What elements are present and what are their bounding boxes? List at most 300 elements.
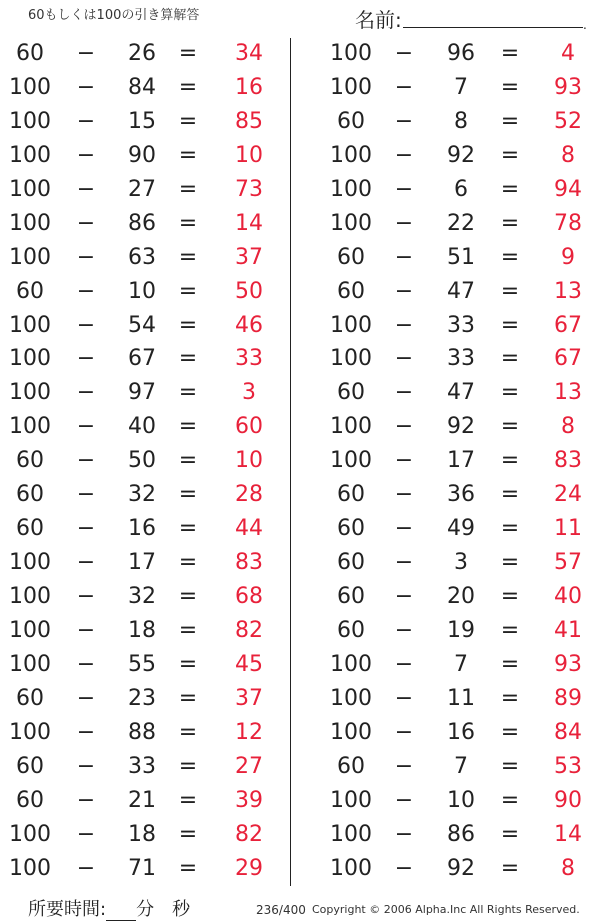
time-label: 所要時間: bbox=[28, 899, 107, 920]
equals-sign: = bbox=[178, 278, 198, 304]
equals-sign: = bbox=[178, 550, 198, 576]
name-field-area bbox=[355, 4, 595, 30]
subtrahend: 7 bbox=[454, 753, 468, 779]
minus-sign: − bbox=[76, 617, 96, 643]
problem-row bbox=[320, 546, 600, 580]
subtrahend: 15 bbox=[128, 108, 156, 134]
minus-sign: − bbox=[76, 719, 96, 745]
minus-sign: − bbox=[394, 142, 414, 168]
equals-sign: = bbox=[178, 617, 198, 643]
answer: 33 bbox=[235, 346, 263, 372]
subtrahend: 36 bbox=[447, 482, 475, 508]
subtrahend: 90 bbox=[128, 142, 156, 168]
subtrahend: 6 bbox=[454, 176, 468, 202]
problem-row bbox=[0, 716, 290, 750]
minus-sign: − bbox=[76, 550, 96, 576]
equals-sign: = bbox=[178, 312, 198, 338]
minutes-blank bbox=[106, 902, 136, 921]
problem-row bbox=[0, 37, 290, 71]
minus-sign: − bbox=[76, 516, 96, 542]
equals-sign: = bbox=[500, 787, 520, 813]
minus-sign: − bbox=[76, 210, 96, 236]
equals-sign: = bbox=[500, 380, 520, 406]
minus-sign: − bbox=[394, 244, 414, 270]
subtrahend: 7 bbox=[454, 651, 468, 677]
answer: 39 bbox=[235, 787, 263, 813]
subtrahend: 47 bbox=[447, 380, 475, 406]
minus-sign: − bbox=[76, 108, 96, 134]
problem-row bbox=[320, 139, 600, 173]
minus-sign: − bbox=[76, 176, 96, 202]
subtrahend: 33 bbox=[447, 312, 475, 338]
subtrahend: 49 bbox=[447, 516, 475, 542]
equals-sign: = bbox=[178, 244, 198, 270]
minus-sign: − bbox=[76, 584, 96, 609]
answer: 82 bbox=[235, 617, 263, 643]
problem-row bbox=[320, 478, 600, 512]
subtrahend: 92 bbox=[447, 855, 475, 881]
answer: 34 bbox=[235, 41, 263, 66]
minuend: 100 bbox=[330, 685, 372, 711]
minus-sign: − bbox=[76, 787, 96, 813]
problem-row bbox=[320, 716, 600, 750]
equals-sign: = bbox=[500, 142, 520, 168]
answer: 85 bbox=[235, 108, 263, 134]
answer: 4 bbox=[561, 41, 575, 66]
answer: 67 bbox=[554, 312, 582, 338]
problem-row bbox=[320, 648, 600, 682]
subtrahend: 11 bbox=[447, 685, 475, 711]
answer: 83 bbox=[554, 448, 582, 474]
page-number: 236/400 bbox=[256, 903, 306, 917]
subtrahend: 17 bbox=[447, 448, 475, 474]
minuend: 60 bbox=[337, 244, 365, 270]
seconds-label: 秒 bbox=[172, 899, 191, 920]
equals-sign: = bbox=[178, 651, 198, 677]
minuend: 100 bbox=[330, 41, 372, 66]
problem-row bbox=[320, 207, 600, 241]
problem-row bbox=[320, 241, 600, 275]
equals-sign: = bbox=[178, 584, 198, 609]
equals-sign: = bbox=[178, 821, 198, 847]
equals-sign: = bbox=[500, 651, 520, 677]
subtrahend: 10 bbox=[128, 278, 156, 304]
subtrahend: 50 bbox=[128, 448, 156, 474]
problem-row bbox=[320, 275, 600, 309]
answer: 8 bbox=[561, 414, 575, 440]
subtrahend: 19 bbox=[447, 617, 475, 643]
answer: 41 bbox=[554, 617, 582, 643]
minus-sign: − bbox=[394, 685, 414, 711]
equals-sign: = bbox=[178, 685, 198, 711]
problem-row bbox=[0, 376, 290, 410]
problem-row bbox=[320, 342, 600, 376]
minuend: 100 bbox=[9, 210, 51, 236]
minuend: 60 bbox=[337, 516, 365, 542]
answer: 67 bbox=[554, 346, 582, 372]
subtrahend: 32 bbox=[128, 482, 156, 508]
problem-row bbox=[0, 410, 290, 444]
answer: 78 bbox=[554, 210, 582, 236]
answer: 93 bbox=[554, 74, 582, 100]
problem-row bbox=[320, 852, 600, 886]
equals-sign: = bbox=[178, 176, 198, 202]
minus-sign: − bbox=[76, 244, 96, 270]
minuend: 100 bbox=[330, 719, 372, 745]
minus-sign: − bbox=[394, 41, 414, 66]
equals-sign: = bbox=[500, 584, 520, 609]
minus-sign: − bbox=[394, 584, 414, 609]
subtrahend: 23 bbox=[128, 685, 156, 711]
subtrahend: 10 bbox=[447, 787, 475, 813]
answer: 44 bbox=[235, 516, 263, 542]
minuend: 100 bbox=[9, 346, 51, 372]
problem-row bbox=[0, 241, 290, 275]
subtrahend: 22 bbox=[447, 210, 475, 236]
subtrahend: 63 bbox=[128, 244, 156, 270]
equals-sign: = bbox=[500, 244, 520, 270]
minuend: 60 bbox=[337, 278, 365, 304]
minutes-label: 分 bbox=[136, 899, 155, 920]
equals-sign: = bbox=[500, 74, 520, 100]
subtrahend: 92 bbox=[447, 414, 475, 440]
equals-sign: = bbox=[178, 516, 198, 542]
equals-sign: = bbox=[178, 210, 198, 236]
minus-sign: − bbox=[76, 753, 96, 779]
minus-sign: − bbox=[76, 41, 96, 66]
minus-sign: − bbox=[394, 550, 414, 576]
problem-row bbox=[0, 546, 290, 580]
problem-row bbox=[0, 852, 290, 886]
equals-sign: = bbox=[178, 142, 198, 168]
equals-sign: = bbox=[178, 719, 198, 745]
minuend: 60 bbox=[16, 516, 44, 542]
equals-sign: = bbox=[500, 448, 520, 474]
minuend: 60 bbox=[16, 753, 44, 779]
minus-sign: − bbox=[394, 651, 414, 677]
minuend: 100 bbox=[9, 380, 51, 406]
problem-row bbox=[0, 682, 290, 716]
equals-sign: = bbox=[500, 617, 520, 643]
time-taken bbox=[28, 895, 190, 921]
minus-sign: − bbox=[394, 719, 414, 745]
problem-row bbox=[320, 614, 600, 648]
equals-sign: = bbox=[178, 448, 198, 474]
answer: 83 bbox=[235, 550, 263, 576]
equals-sign: = bbox=[500, 414, 520, 440]
answer: 50 bbox=[235, 278, 263, 304]
answer: 10 bbox=[235, 448, 263, 474]
subtrahend: 27 bbox=[128, 176, 156, 202]
minus-sign: − bbox=[394, 753, 414, 779]
minus-sign: − bbox=[394, 787, 414, 813]
minuend: 100 bbox=[330, 210, 372, 236]
equals-sign: = bbox=[500, 108, 520, 134]
equals-sign: = bbox=[500, 41, 520, 66]
minus-sign: − bbox=[394, 380, 414, 406]
minus-sign: − bbox=[76, 74, 96, 100]
problem-row bbox=[0, 580, 290, 614]
equals-sign: = bbox=[178, 855, 198, 881]
subtrahend: 26 bbox=[128, 41, 156, 66]
minuend: 60 bbox=[337, 753, 365, 779]
problem-row bbox=[0, 105, 290, 139]
minus-sign: − bbox=[394, 855, 414, 881]
answer: 68 bbox=[235, 584, 263, 609]
equals-sign: = bbox=[178, 41, 198, 66]
answer: 93 bbox=[554, 651, 582, 677]
minus-sign: − bbox=[394, 346, 414, 372]
equals-sign: = bbox=[500, 210, 520, 236]
equals-sign: = bbox=[178, 108, 198, 134]
minuend: 60 bbox=[337, 108, 365, 134]
problem-row bbox=[320, 37, 600, 71]
subtrahend: 54 bbox=[128, 312, 156, 338]
subtrahend: 32 bbox=[128, 584, 156, 609]
equals-sign: = bbox=[500, 550, 520, 576]
problem-row bbox=[0, 784, 290, 818]
minus-sign: − bbox=[394, 516, 414, 542]
equals-sign: = bbox=[500, 685, 520, 711]
equals-sign: = bbox=[178, 414, 198, 440]
left-problem-column bbox=[0, 37, 290, 885]
minuend: 100 bbox=[9, 414, 51, 440]
answer: 73 bbox=[235, 176, 263, 202]
answer: 37 bbox=[235, 244, 263, 270]
subtrahend: 40 bbox=[128, 414, 156, 440]
answer: 16 bbox=[235, 74, 263, 100]
minus-sign: − bbox=[394, 312, 414, 338]
subtrahend: 21 bbox=[128, 787, 156, 813]
minuend: 100 bbox=[9, 719, 51, 745]
answer: 14 bbox=[235, 210, 263, 236]
problem-row bbox=[320, 173, 600, 207]
minus-sign: − bbox=[394, 482, 414, 508]
minus-sign: − bbox=[394, 414, 414, 440]
minus-sign: − bbox=[76, 651, 96, 677]
problem-row bbox=[320, 512, 600, 546]
subtrahend: 18 bbox=[128, 821, 156, 847]
minuend: 100 bbox=[9, 74, 51, 100]
subtrahend: 16 bbox=[128, 516, 156, 542]
equals-sign: = bbox=[500, 855, 520, 881]
subtrahend: 18 bbox=[128, 617, 156, 643]
equals-sign: = bbox=[500, 719, 520, 745]
problem-row bbox=[0, 275, 290, 309]
minus-sign: − bbox=[394, 448, 414, 474]
minuend: 100 bbox=[330, 448, 372, 474]
answer: 90 bbox=[554, 787, 582, 813]
equals-sign: = bbox=[178, 787, 198, 813]
equals-sign: = bbox=[500, 346, 520, 372]
subtrahend: 86 bbox=[128, 210, 156, 236]
name-underline bbox=[403, 27, 583, 28]
answer: 14 bbox=[554, 821, 582, 847]
equals-sign: = bbox=[178, 74, 198, 100]
answer: 24 bbox=[554, 482, 582, 508]
minus-sign: − bbox=[394, 210, 414, 236]
subtrahend: 51 bbox=[447, 244, 475, 270]
worksheet-title: 60もしくは100の引き算解答 bbox=[28, 8, 200, 23]
problem-row bbox=[320, 410, 600, 444]
minus-sign: − bbox=[76, 821, 96, 847]
problem-row bbox=[0, 818, 290, 852]
minuend: 60 bbox=[337, 584, 365, 609]
equals-sign: = bbox=[500, 278, 520, 304]
answer: 57 bbox=[554, 550, 582, 576]
problem-row bbox=[320, 580, 600, 614]
answer: 8 bbox=[561, 855, 575, 881]
subtrahend: 71 bbox=[128, 855, 156, 881]
problem-row bbox=[0, 512, 290, 546]
answer: 40 bbox=[554, 584, 582, 609]
equals-sign: = bbox=[178, 753, 198, 779]
subtrahend: 20 bbox=[447, 584, 475, 609]
answer: 9 bbox=[561, 244, 575, 270]
answer: 29 bbox=[235, 855, 263, 881]
problem-row bbox=[0, 478, 290, 512]
answer: 89 bbox=[554, 685, 582, 711]
right-problem-column bbox=[320, 37, 600, 885]
problem-row bbox=[0, 444, 290, 478]
subtrahend: 96 bbox=[447, 41, 475, 66]
minuend: 100 bbox=[9, 855, 51, 881]
problem-row bbox=[320, 784, 600, 818]
equals-sign: = bbox=[500, 176, 520, 202]
answer: 13 bbox=[554, 278, 582, 304]
answer: 28 bbox=[235, 482, 263, 508]
subtrahend: 92 bbox=[447, 142, 475, 168]
equals-sign: = bbox=[178, 346, 198, 372]
minuend: 60 bbox=[16, 685, 44, 711]
subtrahend: 33 bbox=[128, 753, 156, 779]
answer: 8 bbox=[561, 142, 575, 168]
minuend: 60 bbox=[16, 41, 44, 66]
minuend: 100 bbox=[330, 414, 372, 440]
problem-row bbox=[320, 309, 600, 343]
minus-sign: − bbox=[76, 278, 96, 304]
answer: 45 bbox=[235, 651, 263, 677]
equals-sign: = bbox=[500, 516, 520, 542]
answer: 84 bbox=[554, 719, 582, 745]
minus-sign: − bbox=[76, 855, 96, 881]
minuend: 100 bbox=[9, 550, 51, 576]
minus-sign: − bbox=[76, 312, 96, 338]
problem-row bbox=[0, 207, 290, 241]
minuend: 60 bbox=[16, 787, 44, 813]
answer: 3 bbox=[242, 380, 256, 406]
minuend: 100 bbox=[330, 74, 372, 100]
answer: 37 bbox=[235, 685, 263, 711]
minus-sign: − bbox=[76, 380, 96, 406]
subtrahend: 16 bbox=[447, 719, 475, 745]
minuend: 60 bbox=[337, 380, 365, 406]
subtrahend: 86 bbox=[447, 821, 475, 847]
problem-row bbox=[320, 818, 600, 852]
minuend: 100 bbox=[9, 108, 51, 134]
minuend: 60 bbox=[16, 278, 44, 304]
answer: 12 bbox=[235, 719, 263, 745]
copyright-notice: Copyright © 2006 Alpha.Inc All Rights Reserved. bbox=[312, 903, 580, 916]
answer: 53 bbox=[554, 753, 582, 779]
equals-sign: = bbox=[178, 482, 198, 508]
minuend: 100 bbox=[330, 176, 372, 202]
minus-sign: − bbox=[76, 448, 96, 474]
minuend: 100 bbox=[330, 787, 372, 813]
column-divider bbox=[290, 38, 291, 886]
minus-sign: − bbox=[394, 278, 414, 304]
subtrahend: 84 bbox=[128, 74, 156, 100]
problem-row bbox=[320, 750, 600, 784]
equals-sign: = bbox=[500, 312, 520, 338]
subtrahend: 67 bbox=[128, 346, 156, 372]
minus-sign: − bbox=[394, 108, 414, 134]
answer: 10 bbox=[235, 142, 263, 168]
subtrahend: 17 bbox=[128, 550, 156, 576]
answer: 60 bbox=[235, 414, 263, 440]
subtrahend: 7 bbox=[454, 74, 468, 100]
minuend: 100 bbox=[330, 855, 372, 881]
name-label: 名前: bbox=[355, 8, 402, 32]
equals-sign: = bbox=[500, 753, 520, 779]
equals-sign: = bbox=[178, 380, 198, 406]
minuend: 100 bbox=[9, 617, 51, 643]
answer: 52 bbox=[554, 108, 582, 134]
minus-sign: − bbox=[76, 482, 96, 508]
problem-row bbox=[0, 648, 290, 682]
minuend: 100 bbox=[9, 312, 51, 338]
subtrahend: 97 bbox=[128, 380, 156, 406]
equals-sign: = bbox=[500, 821, 520, 847]
answer: 46 bbox=[235, 312, 263, 338]
minuend: 100 bbox=[9, 244, 51, 270]
subtrahend: 8 bbox=[454, 108, 468, 134]
subtrahend: 88 bbox=[128, 719, 156, 745]
problem-row bbox=[0, 309, 290, 343]
minuend: 60 bbox=[337, 617, 365, 643]
minuend: 100 bbox=[330, 821, 372, 847]
problem-row bbox=[0, 750, 290, 784]
minuend: 100 bbox=[9, 176, 51, 202]
minus-sign: − bbox=[394, 617, 414, 643]
subtrahend: 33 bbox=[447, 346, 475, 372]
minus-sign: − bbox=[76, 142, 96, 168]
answer: 27 bbox=[235, 753, 263, 779]
minuend: 100 bbox=[330, 651, 372, 677]
minuend: 100 bbox=[9, 142, 51, 168]
answer: 11 bbox=[554, 516, 582, 542]
minuend: 60 bbox=[16, 448, 44, 474]
minuend: 60 bbox=[337, 482, 365, 508]
minus-sign: − bbox=[394, 176, 414, 202]
minuend: 100 bbox=[330, 142, 372, 168]
problem-row bbox=[320, 444, 600, 478]
answer: 82 bbox=[235, 821, 263, 847]
minus-sign: − bbox=[76, 414, 96, 440]
minuend: 60 bbox=[337, 550, 365, 576]
answer: 13 bbox=[554, 380, 582, 406]
minus-sign: − bbox=[394, 74, 414, 100]
problem-row bbox=[320, 105, 600, 139]
equals-sign: = bbox=[500, 482, 520, 508]
minuend: 100 bbox=[330, 346, 372, 372]
subtrahend: 55 bbox=[128, 651, 156, 677]
name-terminator: . bbox=[583, 18, 587, 32]
minuend: 60 bbox=[16, 482, 44, 508]
subtrahend: 3 bbox=[454, 550, 468, 576]
subtrahend: 47 bbox=[447, 278, 475, 304]
minuend: 100 bbox=[9, 651, 51, 677]
